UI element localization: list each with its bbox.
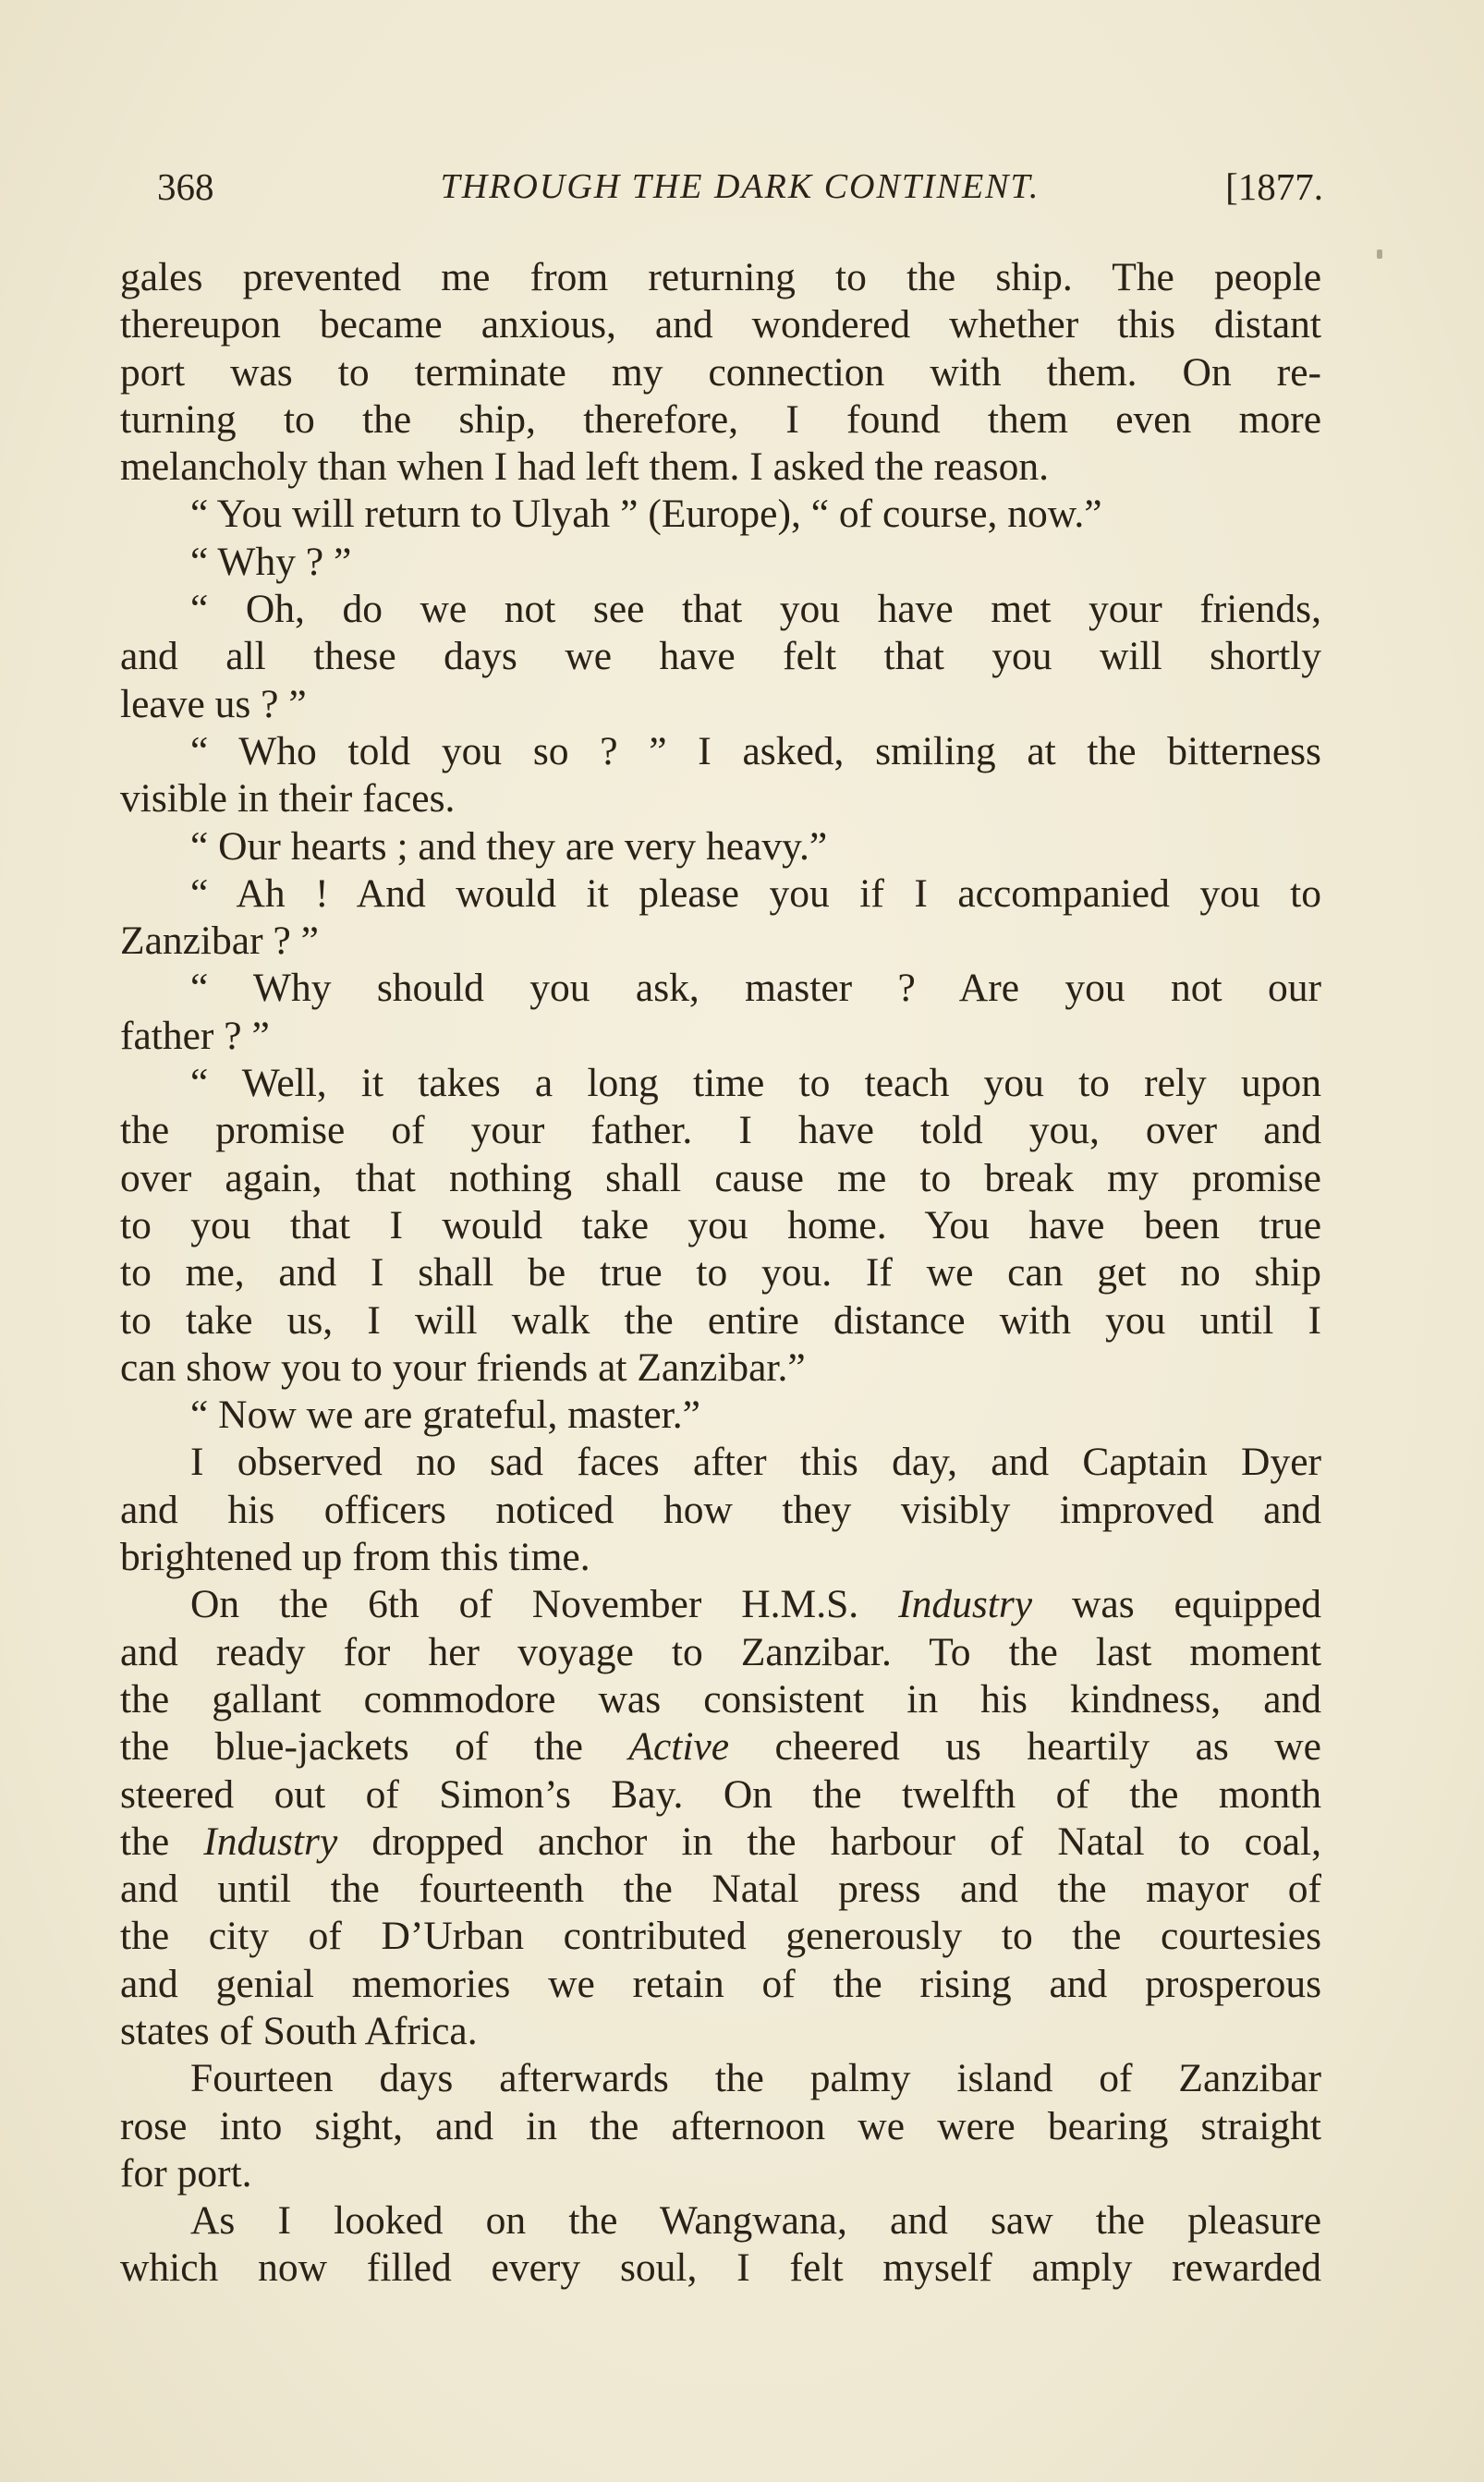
text-line: and his officers noticed how they visibly improved and <box>120 1487 1321 1532</box>
running-title: THROUGH THE DARK CONTINENT. <box>440 167 1040 206</box>
text-line: and genial memories we retain of the rising and prosperous <box>120 1961 1321 2006</box>
text-line: steered out of Simon’s Bay. On the twelfth of the month <box>120 1771 1321 1817</box>
text-line: the city of D’Urban contributed generously to the courtesies <box>120 1914 1321 1959</box>
text-line: can show you to your friends at Zanzibar.” <box>120 1344 806 1390</box>
text-line: I observed no sad faces after this day, and Captain Dyer <box>190 1440 1321 1485</box>
text-segment: the <box>120 1819 204 1864</box>
text-line: which now filled every soul, I felt myself amply rewarded <box>120 2245 1321 2291</box>
text-segment: cheered us heartily as we <box>729 1724 1321 1770</box>
text-line: the promise of your father. I have told you, over and <box>120 1108 1321 1153</box>
text-line: melancholy than when I had left them. I asked the reason. <box>120 444 1049 490</box>
text-line: the gallant commodore was consistent in his kindness, and <box>120 1676 1321 1722</box>
italic-text: Active <box>628 1724 730 1770</box>
text-line: over again, that nothing shall cause me to break my promise <box>120 1155 1321 1200</box>
text-line: to you that I would take you home. You have been true <box>120 1202 1321 1247</box>
italic-text: Industry <box>898 1582 1033 1627</box>
margin-mark <box>1377 249 1382 259</box>
text-segment: the blue-jackets of the <box>120 1724 629 1770</box>
text-segment: was equipped <box>1032 1582 1321 1627</box>
text-line: to me, and I shall be true to you. If we can get no ship <box>120 1250 1321 1296</box>
text-line: rose into sight, and in the afternoon we were bearing straight <box>120 2103 1321 2148</box>
text-line: and until the fourteenth the Natal press and the mayor of <box>120 1867 1321 1912</box>
text-line: “ Now we are grateful, master.” <box>190 1393 700 1438</box>
text-line: and ready for her voyage to Zanzibar. To the last moment <box>120 1629 1321 1674</box>
text-segment: dropped anchor in the harbour of Natal to coal, <box>337 1819 1321 1864</box>
text-line: “ Well, it takes a long time to teach you to rely upon <box>190 1061 1321 1106</box>
text-line <box>120 1819 1321 1866</box>
text-line: “ Our hearts ; and they are very heavy.” <box>190 823 828 869</box>
text-line: states of South Africa. <box>120 2008 478 2053</box>
text-line: turning to the ship, therefore, I found them even more <box>120 396 1321 442</box>
text-line: for port. <box>120 2150 252 2196</box>
text-line: father ? ” <box>120 1013 270 1058</box>
text-line: to take us, I will walk the entire distance with you until I <box>120 1297 1321 1343</box>
text-line: and all these days we have felt that you will shortly <box>120 634 1321 679</box>
text-line: thereupon became anxious, and wondered whether this distant <box>120 302 1321 347</box>
text-line: As I looked on the Wangwana, and saw the pleasure <box>190 2198 1321 2244</box>
text-line: Zanzibar ? ” <box>120 919 319 964</box>
text-line: leave us ? ” <box>120 681 307 726</box>
text-line <box>120 1723 1321 1770</box>
body-text <box>120 254 1321 2293</box>
running-head <box>157 159 1323 214</box>
page-number: 368 <box>157 165 214 208</box>
text-line: “ Who told you so ? ” I asked, smiling at the bitterness <box>190 728 1321 773</box>
text-line: “ Oh, do we not see that you have met your friends, <box>190 587 1321 632</box>
text-line: Fourteen days afterwards the palmy island of Zanzibar <box>190 2056 1321 2101</box>
text-line: brightened up from this time. <box>120 1535 590 1580</box>
text-line: “ Why ? ” <box>190 539 352 584</box>
text-line: “ You will return to Ulyah ” (Europe), “ of course, now.” <box>190 492 1102 537</box>
text-line: visible in their faces. <box>120 776 456 821</box>
text-line <box>120 1581 1321 1628</box>
text-line: gales prevented me from returning to the ship. The people <box>120 255 1321 299</box>
italic-text: Industry <box>203 1819 338 1864</box>
text-line: “ Ah ! And would it please you if I accompanied you to <box>190 870 1321 916</box>
text-segment: On the 6th of November H.M.S. <box>190 1582 899 1627</box>
running-year: [1877. <box>1225 165 1323 208</box>
text-line: port was to terminate my connection with them. On re- <box>120 349 1321 395</box>
text-line: “ Why should you ask, master ? Are you not our <box>190 966 1321 1011</box>
